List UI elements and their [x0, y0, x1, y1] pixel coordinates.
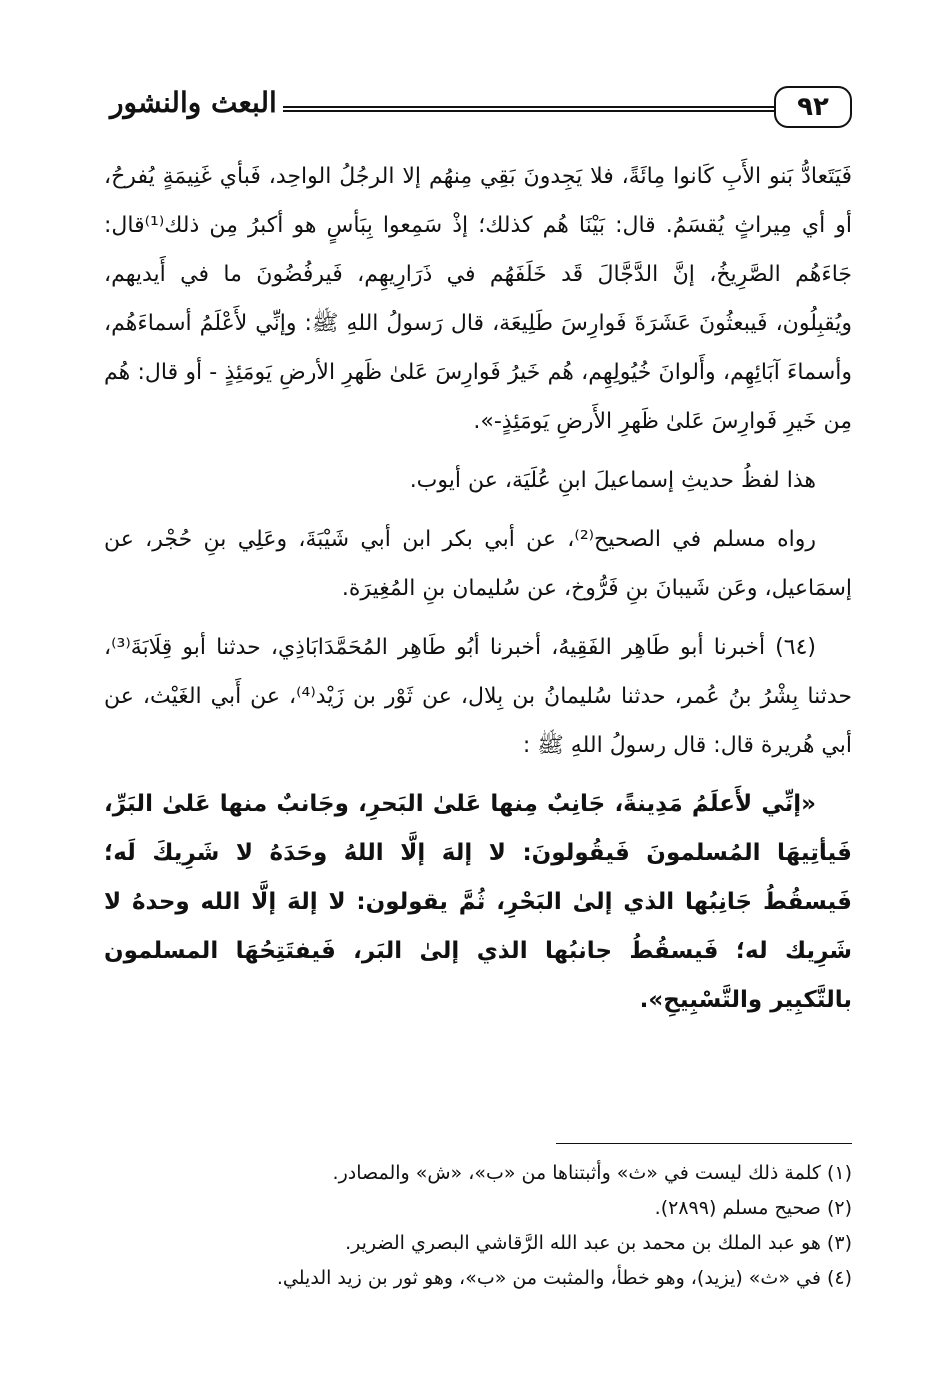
paragraph-wording-note: هذا لفظُ حديثِ إسماعيلَ ابنِ عُلَيَة، عن أيوب. — [409, 468, 816, 493]
page-header — [104, 86, 852, 132]
footnote-item: (٣) هو عبد الملك بن محمد بن عبد الله الرَّقاشي البصري الضرير. — [345, 1232, 852, 1254]
footnote-item: (١) كلمة ذلك ليست في «ث» وأثبتناها من «ب»، «ش» والمصادر. — [332, 1162, 852, 1184]
book-title: البعث والنشور — [104, 86, 283, 119]
footnote-item: (٤) في «ث» (يزيد)، وهو خطأ، والمثبت من «ب»، وهو ثور بن زيد الديلي. — [276, 1267, 852, 1289]
paragraph-hadith-continuation: فَيَتَعادُّ بَنو الأَبِ كَانوا مِائَةً، فلا يَجِدونَ بَقِي مِنهُم إلا الرجُلُ الواحِد، فَبأي غَنِيمَةٍ يُفرحُ، أو أي مِيراثٍ يُقسَمُ. قال: بَيْنَا هُم كذلك؛ إذْ سَمِعوا بِبَأسٍ هو أكبرُ مِن ذلك⁽¹⁾قال: جَاءَهُم الصَّرِيخُ، إنَّ الدَّجَّالَ قَد خَلَفَهُم في ذَرَارِيهِم، فَيرفُضُونَ ما في أَيديهم، ويُقبِلُون، فَيبعثُونَ عَشَرَةَ فَوارِسَ طَلِيعَة، قال رَسولُ اللهِ ﷺ: وإنِّي لأَعْلَمُ أسماءَهُم، وأسماءَ آبَائِهِم، وأَلوانَ خُيُولِهِم، هُم خَيرُ فَوارِسَ عَلىٰ ظَهرِ الأرضِ يَومَئِذٍ - أو قال: هُم مِن خَيرِ فَوارِسَ عَلىٰ ظَهرِ الأَرضِ يَومَئِذٍ-». — [104, 164, 852, 434]
footnote-item: (٢) صحيح مسلم (٢٨٩٩). — [654, 1197, 852, 1219]
page-number: ٩٢ — [774, 86, 852, 128]
paragraph-hadith-64-isnad: (٦٤) أخبرنا أبو طَاهِر الفَقِيهُ، أخبرنا أبُو طَاهِر المُحَمَّدَابَاذِي، حدثنا أبو قِلَابَةَ⁽³⁾، حدثنا بِشْرُ بنُ عُمر، حدثنا سُليمانُ بن بِلال، عن ثَوْر بن زَيْد⁽⁴⁾، عن أَبي الغَيْث، عن أبي هُريرة قال: قال رسولُ اللهِ ﷺ : — [104, 635, 852, 758]
main-text — [104, 152, 852, 1025]
footnotes — [104, 1156, 852, 1296]
header-rule — [208, 106, 774, 112]
footnote-separator — [556, 1143, 852, 1144]
paragraph-muslim-reference: رواه مسلم في الصحيح⁽²⁾، عن أبي بكر ابن أبي شَيْبَةَ، وعَلِي بنِ حُجْر، عن إسمَاعيل، وعَن شَيبانَ بنِ فَرُّوخ، عن سُليمان بنِ المُغِيرَة. — [104, 527, 852, 601]
paragraph-hadith-64-matn: «إنِّي لأَعلَمُ مَدِينةً، جَانِبٌ مِنها عَلىٰ البَحرِ، وجَانبٌ منها عَلىٰ البَرِّ، فَيأتِيهَا المُسلمونَ فَيقُولونَ: لا إلهَ إلَّا اللهُ وحَدَهُ لا شَرِيكَ لَه؛ فَيسقُطُ جَانِبُها الذي إلىٰ البَحْرِ، ثُمَّ يقولون: لا إلهَ إلَّا الله وحدهُ لا شَرِيك له؛ فَيسقُطُ جانبُها الذي إلىٰ البَر، فَيفتَتِحُهَا المسلمون بالتَّكبِير والتَّسْبِيحِ». — [104, 791, 852, 1013]
